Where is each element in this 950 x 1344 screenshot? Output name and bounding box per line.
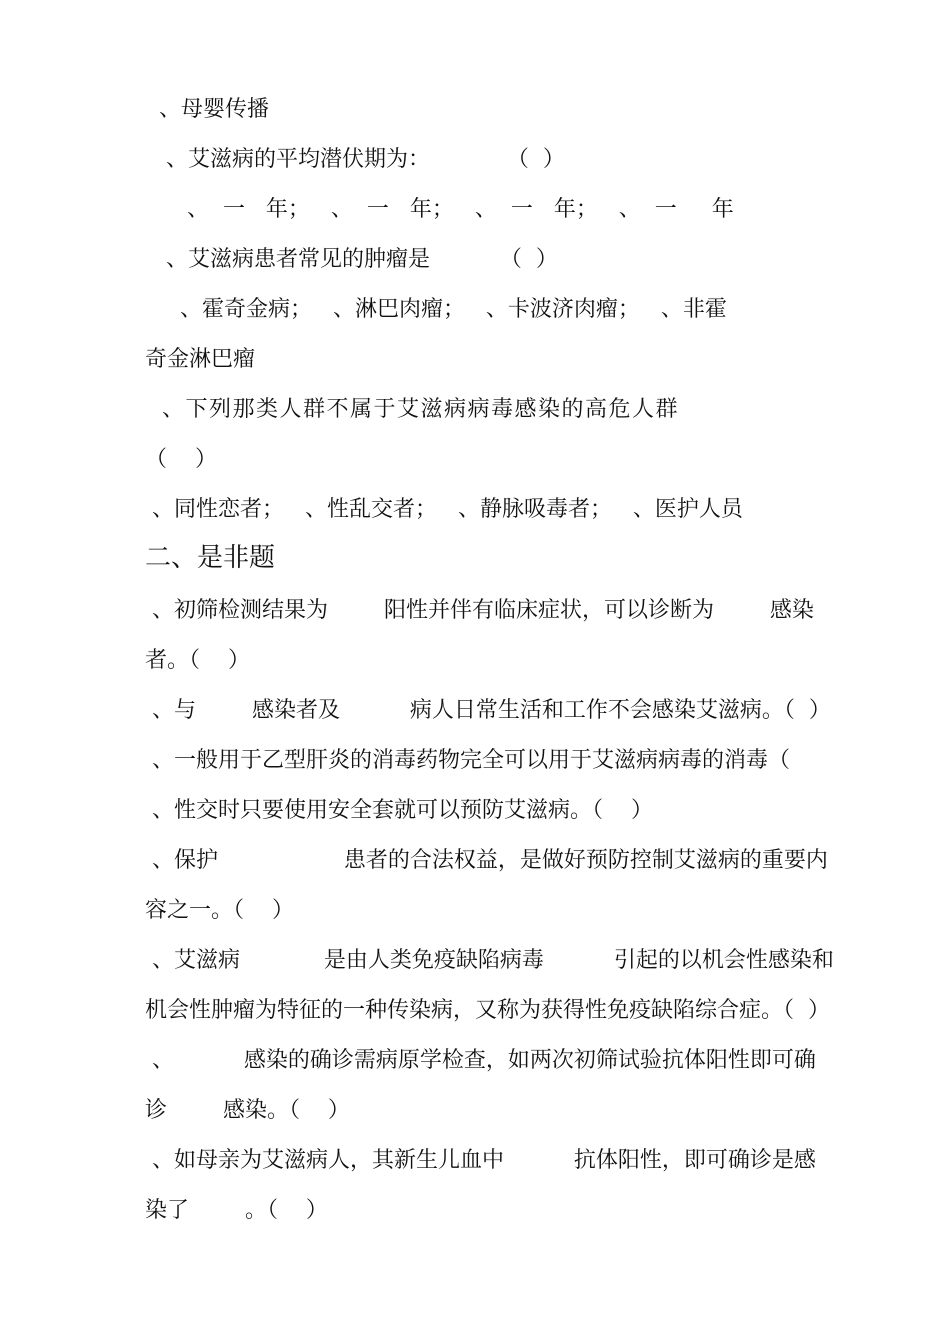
tf-question-6: 、艾滋病 是由人类免疫缺陷病毒 引起的以机会性感染和	[145, 948, 834, 973]
tf-question-1: 、初筛检测结果为 阳性并伴有临床症状，可以诊断为 感染	[145, 598, 814, 623]
options-high-risk-group: 、同性恋者； 、性乱交者； 、静脉吸毒者； 、医护人员	[145, 497, 743, 522]
tf-question-8-continued: 染了 。（ ）	[145, 1198, 328, 1223]
tf-question-8: 、如母亲为艾滋病人，其新生儿血中 抗体阳性，即可确诊是感	[145, 1148, 816, 1173]
tf-question-7: 、 感染的确诊需病原学检查，如两次初筛试验抗体阳性即可确	[145, 1048, 816, 1073]
options-common-tumor-continued: 奇金淋巴瘤	[145, 347, 256, 372]
tf-question-4: 、性交时只要使用安全套就可以预防艾滋病。（ ）	[145, 798, 653, 823]
question-incubation-period: 、艾滋病的平均潜伏期为： （ ）	[145, 147, 565, 172]
tf-question-7-continued: 诊 感染。（ ）	[145, 1098, 350, 1123]
tf-question-5-continued: 容之一。（ ）	[145, 898, 294, 923]
options-incubation-period: 、 一 年； 、 一 年； 、 一 年； 、 一 年	[145, 197, 734, 222]
tf-question-1-continued: 者。（ ）	[145, 648, 250, 673]
section-heading-true-false: 二、是非题	[145, 543, 276, 573]
tf-question-6-continued: 机会性肿瘤为特征的一种传染病，又称为获得性免疫缺陷综合症。（ ）	[145, 998, 830, 1023]
options-common-tumor: 、霍奇金病； 、淋巴肉瘤； 、卡波济肉瘤； 、非霍	[145, 297, 727, 322]
tf-question-2: 、与 感染者及 病人日常生活和工作不会感染艾滋病。（ ）	[145, 698, 831, 723]
question-high-risk-group-blank: （ ）	[145, 447, 217, 472]
question-high-risk-group: 、下列那类人群不属于艾滋病病毒感染的高危人群	[145, 397, 679, 422]
option-d-mother-infant: 、母婴传播	[145, 97, 269, 122]
question-common-tumor: 、艾滋病患者常见的肿瘤是 （ ）	[145, 247, 558, 272]
tf-question-5: 、保护 患者的合法权益，是做好预防控制艾滋病的重要内	[145, 848, 828, 873]
tf-question-3: 、一般用于乙型肝炎的消毒药物完全可以用于艾滋病病毒的消毒（	[145, 748, 790, 773]
